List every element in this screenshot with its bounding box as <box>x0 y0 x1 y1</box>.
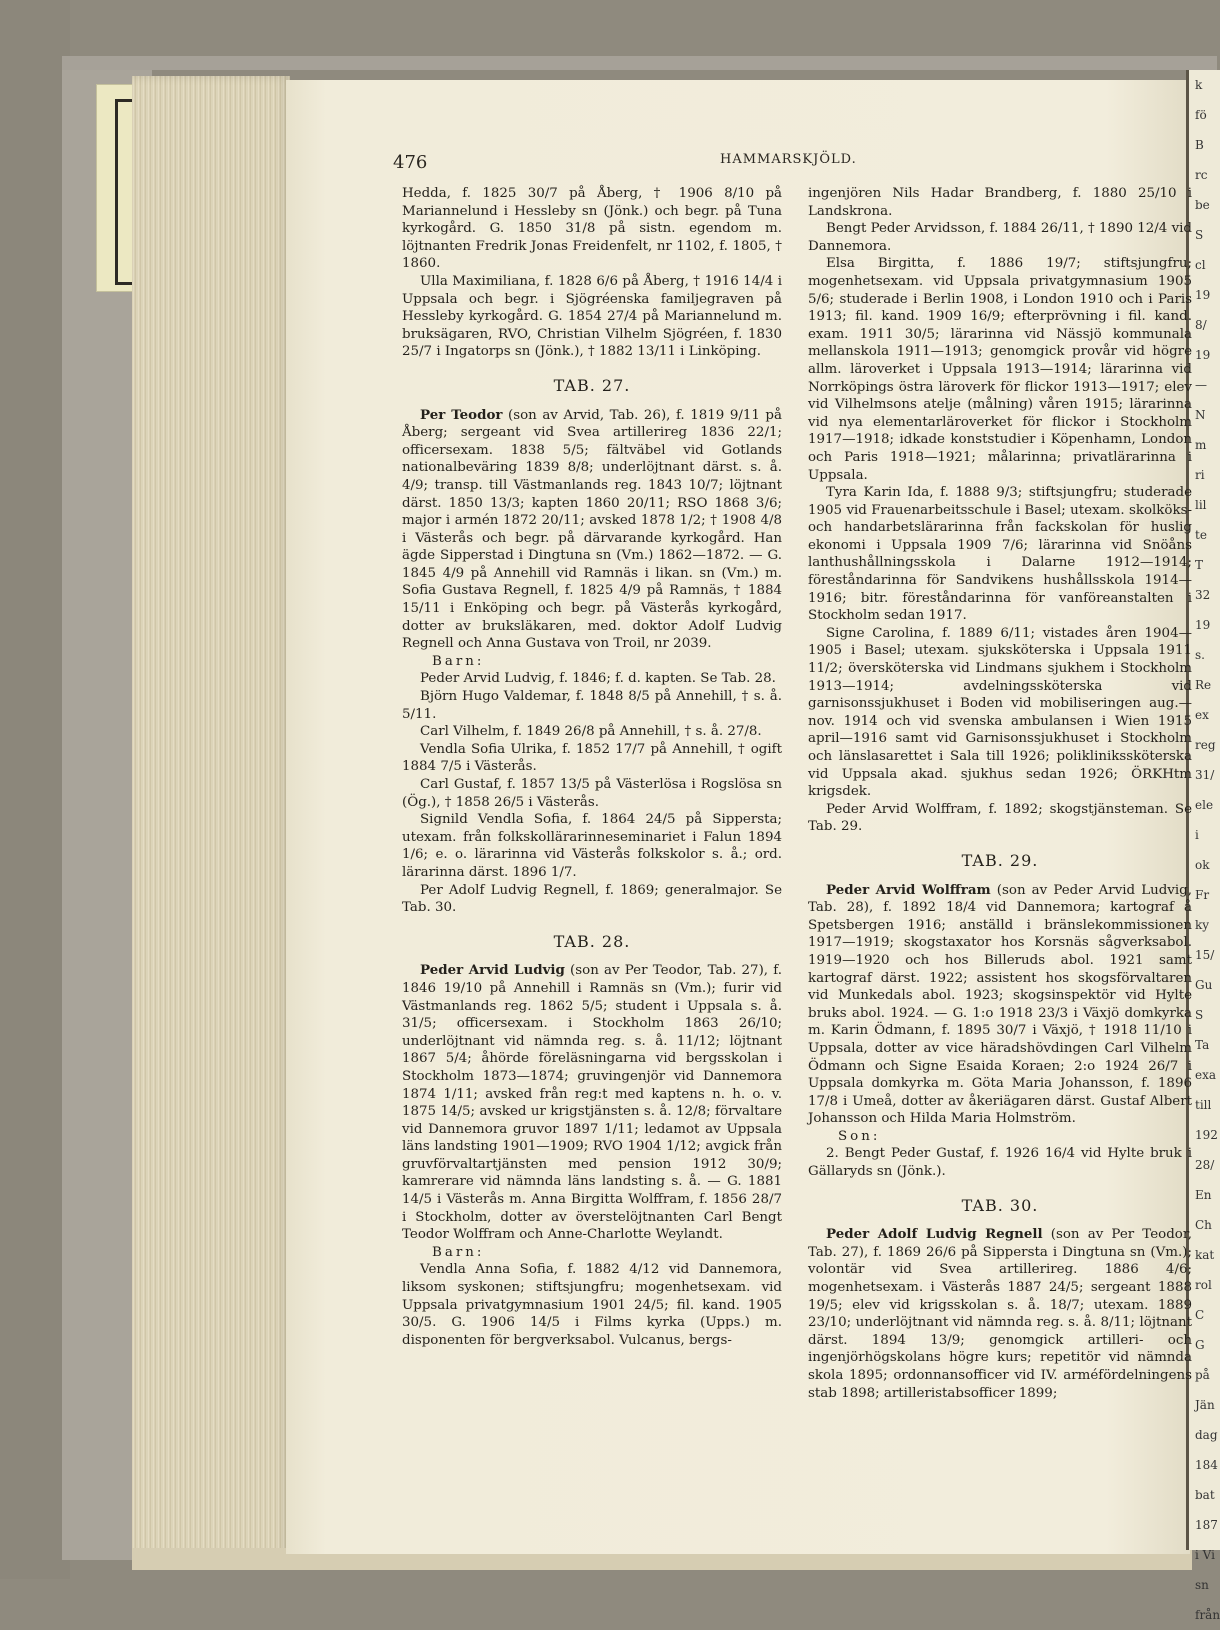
tab-29-heading: TAB. 29. <box>961 850 1039 870</box>
next-page-fragment-line: C <box>1195 1308 1205 1322</box>
tab-27-entry <box>402 407 782 653</box>
next-page-fragment-line: exa <box>1195 1068 1217 1082</box>
child-entry: Tyra Karin Ida, f. 1888 9/3; stiftsjungfru; studerade 1905 vid Frauenarbeitsschule i Basel; utexam. skolköks- och handarbetslärarinna från fackskolan för huslig ekonomi i Uppsala 1909 7/6; lärarinna vid Snöåns lanthushållningsskola i Dalarne 1912—1914; föreståndarinna för Sandvikens hushållsskola 1914—1916; bitr. föreståndarinna för vanföreanstalten i Stockholm sedan 1917. <box>808 485 1192 624</box>
page-number: 476 <box>393 152 428 173</box>
child-entry: Per Adolf Ludvig Regnell, f. 1869; generalmajor. Se Tab. 30. <box>402 882 782 916</box>
running-head: HAMMARSKJÖLD. <box>720 152 857 167</box>
next-page-fragment-line: 187 <box>1195 1518 1218 1532</box>
child-entry: Elsa Birgitta, f. 1886 19/7; stiftsjungfru; mogenhetsexam. vid Uppsala privatgymnasium 1905 5/6; studerade i Berlin 1908, i London 1910 och i Paris 1913; fil. kand. 1909 16/9; efterprövning i fil. kand. exam. 1911 30/5; lärarinna vid Nässjö kommunala mellanskola 1911—1913; genomgick provår vid högre allm. läroverket i Uppsala 1913—1914; lärarinna vid Norrköpings östra läroverk för flickor 1913—1917; elev vid Vilhelmsons atelje (målning) våren 1915; lärarinna vid nya elementarläroverket för flickor i Stockholm 1917—1918; idkade konststudier i Köpenhamn, London och Paris 1918—1921; målarinna; privatlärarinna i Uppsala. <box>808 256 1192 483</box>
next-page-fragment-line: be <box>1195 198 1210 212</box>
next-page-fragment-line: ok <box>1195 858 1210 872</box>
next-page-fragment-line: dag <box>1195 1428 1218 1442</box>
next-page-fragment-line: B <box>1195 138 1204 152</box>
child-entry: Bengt Peder Arvidsson, f. 1884 26/11, † 1890 12/4 vid Dannemora. <box>808 221 1192 254</box>
entry-ulla: Ulla Maximiliana, f. 1828 6/6 på Åberg, † 1916 14/4 i Uppsala och begr. i Sjögréenska familjegraven på Hessleby kyrkogård. G. 1854 27/4 på Mariannelund m. bruksägaren, RVO, Christian Vilhelm Sjögréen, f. 1830 25/7 i Ingatorps sn (Jönk.), † 1882 13/11 i Linköping. <box>402 273 782 360</box>
tab-29-entry <box>808 882 1192 1128</box>
child-entry: Signe Carolina, f. 1889 6/11; vistades åren 1904—1905 i Basel; utexam. sjuksköterska i Uppsala 1911 11/2; översköterska vid Lindmans sjukhem i Stockholm 1913—1914; avdelningssköterska vid garnisonssjukhuset i Boden vid mobiliseringen aug.—nov. 1914 och vid svenska ambulansen i Wien 1915 april—1916 samt vid Garnisonssjukhuset i Stockholm och länslasarettet i Sala till 1926; poliklinikssköterska vid Uppsala akad. sjukhus sedan 1926; ÖRKHtm krigsdek. <box>808 625 1192 800</box>
next-page-fragment-line: 15/ <box>1195 948 1215 962</box>
next-page-fragment-line: 19 <box>1195 288 1211 302</box>
child-entry: Peder Arvid Ludvig, f. 1846; f. d. kapten. Se Tab. 28. <box>420 671 776 687</box>
tab-28-text: (son av Per Teodor, Tab. 27), f. 1846 19/10 på Annehill i Ramnäs sn (Vm.); furir vid Västmanlands reg. 1862 5/5; student i Uppsala s. å. 31/5; officersexam. i Stockholm 1863 26/10; underlöjtnant vid nämnda reg. s. å. 11/12; löjtnant 1867 5/4; åhörde föreläsningarna vid bergsskolan i Stockholm 1873—1874; gruvingenjör vid Dannemora 1874 1/11; avsked från reg:t med kaptens n. h. o. v. 1875 14/5; avsked ur krigstjänsten s. å. 12/8; förvaltare vid Dannemora gruvor 1897 1/11; ledamot av Uppsala läns landsting 1901—1909; RVO 1904 1/12; avgick från gruvförvaltartjänsten med pension 1912 30/9; kamrerare vid nämnda läns landsting s. å. — G. 1881 14/5 i Västerås m. Anna Birgitta Wolffram, f. 1856 28/7 i Stockholm, dotter av överstelöjtnanten Carl Bengt Teodor Wolffram och Anne-Charlotte Weylandt. <box>402 963 782 1243</box>
tab-30-heading: TAB. 30. <box>961 1195 1039 1215</box>
continued-entry: ingenjören Nils Hadar Brandberg, f. 1880 25/10 i Landskrona. <box>808 186 1192 219</box>
next-page-fragment-line: T <box>1195 558 1204 572</box>
next-page-fragment-line: 32 <box>1195 588 1211 602</box>
tab-27-heading: TAB. 27. <box>553 375 631 395</box>
next-page-fragment-line: 31/ <box>1195 768 1215 782</box>
next-page-fragment-line: En <box>1195 1188 1212 1202</box>
tab-29-text: (son av Peder Arvid Ludvig, Tab. 28), f. 1892 18/4 vid Dannemora; kartograf å Spetsbergen 1916; anställd i bränslekommissionen 1917—1919; skogstaxator hos Korsnäs sågverksabol. 1919—1920 och hos Billeruds abol. 1921 samt kartograf därst. 1922; assistent hos skogsförvaltaren vid Munkedals abol. 1923; skogsinspektör vid Hylte bruks abol. 1924. — G. 1:o 1918 23/3 i Växjö domkyrka m. Karin Ödmann, f. 1895 30/7 i Växjö, † 1918 11/10 i Uppsala, dotter av vice häradshövdingen Carl Vilhelm Ödmann och Signe Esaida Koraen; 2:o 1924 26/7 i Uppsala domkyrka m. Göta Maria Johansson, f. 1896 17/8 i Umeå, dotter av åkeriägaren därst. Gustaf Albert Johansson och Hilda Maria Holmström. <box>808 882 1192 1127</box>
next-page-fragment-line: 8/ <box>1195 318 1207 332</box>
right-column <box>808 185 1192 1402</box>
next-page-fragment-line: rc <box>1195 168 1208 182</box>
next-page-fragment-line: i Vi <box>1195 1548 1215 1562</box>
next-page-fragment-line: ri <box>1195 468 1205 482</box>
next-page-fragment-line: reg <box>1195 738 1216 752</box>
next-page-fragment-line: i <box>1195 828 1199 842</box>
tab-27-name: Per Teodor <box>420 406 503 423</box>
next-page-fragment-line: G <box>1195 1338 1205 1352</box>
tab-28-heading: TAB. 28. <box>553 931 631 951</box>
next-page-fragment-line: 19 <box>1195 348 1211 362</box>
next-page-fragment-line: från <box>1195 1608 1220 1622</box>
next-page-fragment-line: 19 <box>1195 618 1211 632</box>
next-page-fragment-line: Ch <box>1195 1218 1212 1232</box>
child-entry: Vendla Sofia Ulrika, f. 1852 17/7 på Annehill, † ogift 1884 7/5 i Västerås. <box>402 741 782 775</box>
next-page-fragment-line: 28/ <box>1195 1158 1215 1172</box>
tab-30-entry <box>808 1226 1192 1402</box>
next-page-fragment-line: Jän <box>1195 1398 1215 1412</box>
next-page-fragment-line: ky <box>1195 918 1210 932</box>
next-page-fragment-line: ele <box>1195 798 1214 812</box>
next-page-fragment-line: te <box>1195 528 1207 542</box>
next-page-fragment-line: Gu <box>1195 978 1213 992</box>
tab-28-name: Peder Arvid Ludvig <box>420 962 565 979</box>
next-page-fragment-line: S <box>1195 228 1204 242</box>
next-page-fragment-line: kat <box>1195 1248 1215 1262</box>
next-page-fragment-line: 192 <box>1195 1128 1218 1142</box>
tab-27-text: (son av Arvid, Tab. 26), f. 1819 9/11 på Åberg; sergeant vid Svea artillerireg 1836 22/1; officersexam. 1838 5/5; fältväbel vid Gotlands nationalbeväring 1839 8/8; underlöjtnant därst. s. å. 4/9; transp. till Västmanlands reg. 1843 10/7; löjtnant därst. 1850 13/3; kapten 1860 20/11; RSO 1868 3/6; major i armén 1872 20/11; avsked 1878 1/2; † 1908 4/8 i Västerås och begr. på därvarande kyrkogård. Han ägde Sipperstad i Dingtuna sn (Vm.) 1862—1872. — G. 1845 4/9 på Annehill vid Ramnäs i likan. sn (Vm.) m. Sofia Gustava Regnell, f. 1825 4/9 på Ramnäs, † 1884 15/11 i Enköping och begr. på Västerås kyrkogård, dotter av bruksläkaren, med. doktor Adolf Ludvig Regnell och Anna Gustava von Troil, nr 2039. <box>402 407 782 652</box>
next-page-fragment-line: till <box>1195 1098 1212 1112</box>
next-page-fragment-line: k <box>1195 78 1203 92</box>
child-entry: Peder Arvid Wolffram, f. 1892; skogstjänsteman. Se Tab. 29. <box>808 801 1192 835</box>
son-heading: Son: <box>838 1128 881 1144</box>
next-page-fragment-line: lil <box>1195 498 1207 512</box>
child-entry: Vendla Anna Sofia, f. 1882 4/12 vid Dannemora, liksom syskonen; stiftsjungfru; mogenhetsexam. vid Uppsala privatgymnasium 1901 24/5; fil. kand. 1905 30/5. G. 1906 14/5 i Films kyrka (Upps.) m. disponenten för bergverksabol. Vulcanus, bergs- <box>402 1262 782 1348</box>
book-cover-edge <box>62 56 1217 70</box>
entry-hedda: Hedda, f. 1825 30/7 på Åberg, † 1906 8/10 på Mariannelund i Hessleby sn (Jönk.) och begr. på Tuna kyrkogård. G. 1850 31/8 på sistn. egendom m. löjtnanten Fredrik Jonas Freidenfelt, nr 1102, f. 1805, † 1860. <box>402 186 782 272</box>
child-entry: Signild Vendla Sofia, f. 1864 24/5 på Sippersta; utexam. från folkskollärarinneseminariet i Falun 1894 1/6; e. o. lärarinna vid Västerås folkskolor s. å.; ord. lärarinna därst. 1896 1/7. <box>402 812 782 880</box>
next-page-fragment-line: m <box>1195 438 1207 452</box>
next-page-fragment-line: Ta <box>1195 1038 1210 1052</box>
next-page-fragment-line: — <box>1195 378 1207 392</box>
next-page-fragment-line: N <box>1195 408 1206 422</box>
next-page-text <box>1189 70 1220 1630</box>
next-page-fragment-line: S <box>1195 1008 1204 1022</box>
next-page-fragment-line: Re <box>1195 678 1212 692</box>
page-block-edges <box>132 76 290 1566</box>
next-page-fragment-line: på <box>1195 1368 1210 1382</box>
tab-30-text: (son av Per Teodor, Tab. 27), f. 1869 26/6 på Sippersta i Dingtuna sn (Vm.); volontär vid Svea artillerireg. 1886 4/6; mogenhetsexam. i Västerås 1887 24/5; sergeant 1888 19/5; elev vid krigsskolan s. å. 18/7; utexam. 1889 23/10; underlöjtnant vid nämnda reg. s. å. 8/11; löjtnant därst. 1894 13/9; genomgick artilleri- och ingenjörhögskolans högre kurs; repetitör vid nämnda skola 1895; ordonnansofficer vid IV. arméfördelningens stab 1898; artilleristabsofficer 1899; <box>808 1227 1193 1401</box>
child-entry: Carl Gustaf, f. 1857 13/5 på Västerlösa i Rogslösa sn (Ög.), † 1858 26/5 i Västerås. <box>402 777 782 810</box>
next-page-fragment-line: sn <box>1195 1578 1209 1592</box>
tab-28-entry <box>402 962 782 1244</box>
children-heading: Barn: <box>432 653 485 669</box>
next-page-fragment-line: rol <box>1195 1278 1212 1292</box>
backdrop <box>0 0 70 1579</box>
next-page-fragment-line: Fr <box>1195 888 1210 902</box>
next-page-fragment-line: fö <box>1195 108 1207 122</box>
child-entry: Carl Vilhelm, f. 1849 26/8 på Annehill, † s. å. 27/8. <box>420 724 762 740</box>
left-column <box>402 185 782 1349</box>
next-page-fragment-line: cl <box>1195 258 1206 272</box>
children-heading: Barn: <box>432 1244 485 1260</box>
next-page-fragment-line: ex <box>1195 708 1209 722</box>
son-entry: 2. Bengt Peder Gustaf, f. 1926 16/4 vid Hylte bruk i Gällaryds sn (Jönk.). <box>808 1146 1192 1180</box>
next-page-fragment-line: bat <box>1195 1488 1215 1502</box>
tab-30-name: Peder Adolf Ludvig Regnell <box>826 1226 1043 1243</box>
next-page-fragment-line: s. <box>1195 648 1205 662</box>
child-entry: Björn Hugo Valdemar, f. 1848 8/5 på Annehill, † s. å. 5/11. <box>402 689 782 722</box>
next-page-fragment-line: 184 <box>1195 1458 1218 1472</box>
tab-29-name: Peder Arvid Wolffram <box>826 881 991 898</box>
